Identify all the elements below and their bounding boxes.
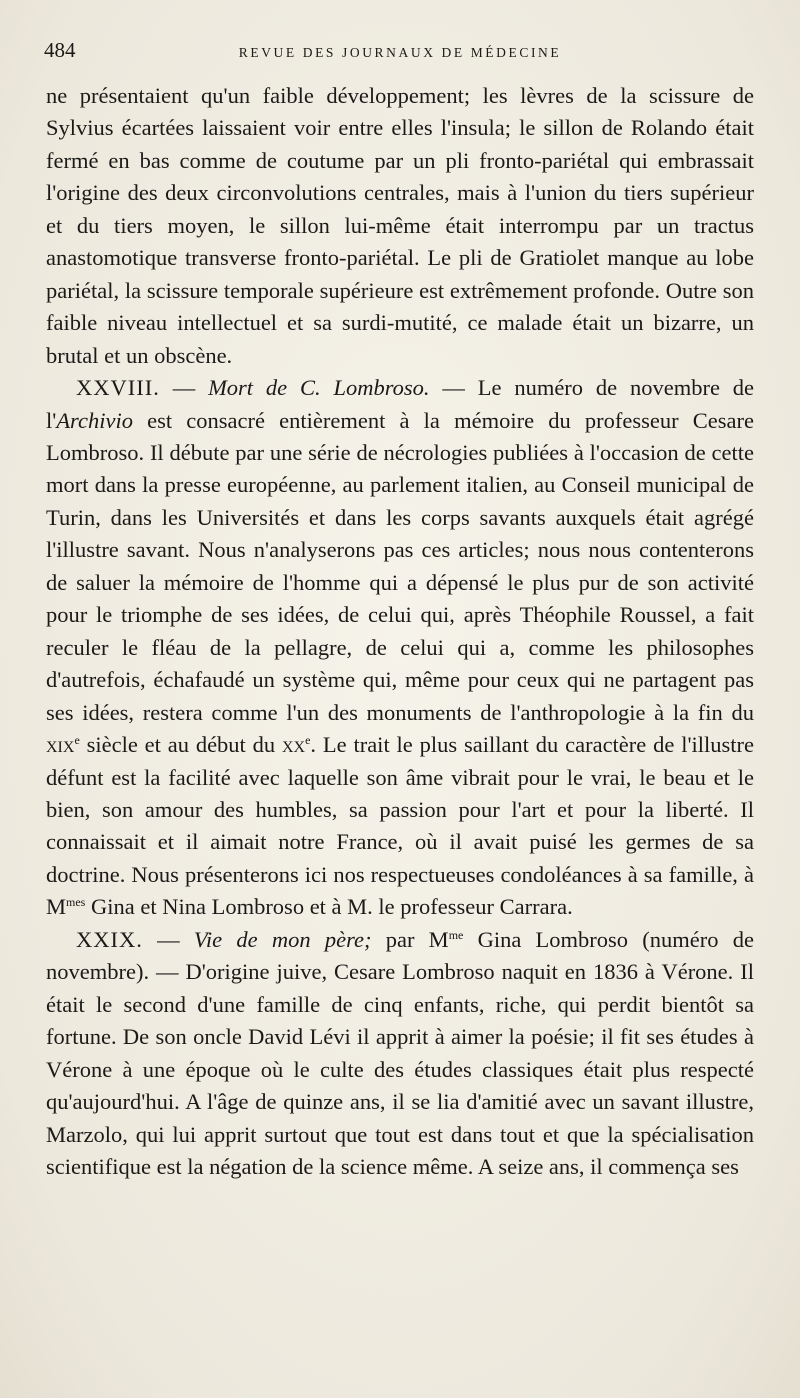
century-numeral: xix <box>46 732 75 758</box>
text-part: Gina et Nina Lombroso et à M. le professeur Carrara. <box>85 894 573 920</box>
section-dash: — <box>142 926 194 952</box>
text-part: Gina Lombroso (numéro de novembre). — D'origine juive, Cesare Lombroso naquit en 1836 à Vérone. Il était le second d'une famille de cinq enfants, riche, qui perdit bientôt sa fortune. De son oncle David Lévi il apprit à aimer la poésie; il fit ses études à Vérone à une époque où le culte des études classiques était plus respecté qu'aujourd'hui. A l'âge de quinze ans, il se lia d'amitié avec un savant illustre, Marzolo, qui lui apprit surtout que tout est dans tout et que la spécialisation scientifique est la négation de la science même. A seize ans, il commença ses <box>46 926 754 1179</box>
text-part: . Le trait le plus saillant du caractère de l'illustre défunt est la facilité avec laquelle son âme vibrait pour le vrai, le beau et le bien, son amour des humbles, sa passion pour l'art et pour la liberté. Il connaissait et il aimait notre France, où il avait puisé les germes de sa doctrine. Nous présenterons ici nos respectueuses condoléances à sa famille, à M <box>46 732 754 920</box>
section-dash: — <box>159 375 209 401</box>
page-number: 484 <box>44 38 76 62</box>
section-title: Vie de mon père; <box>193 926 372 952</box>
text-part: — Le numéro de novembre de l' <box>46 375 755 433</box>
page-header <box>44 38 756 68</box>
article-body <box>46 80 754 1183</box>
text-part: par M <box>371 926 449 952</box>
section-xxix <box>46 924 754 1184</box>
paragraph-continuation: ne présentaient qu'un faible développement; les lèvres de la scissure de Sylvius écartées laissaient voir entre elles l'insula; le sillon de Rolando était fermé en bas comme de coutume par un pli fronto-pariétal qui embrassait l'origine des deux circonvolutions centrales, mais à l'union du tiers supérieur et du tiers moyen, le sillon lui-même était interrompu par un tractus anastomotique transverse fronto-pariétal. Le pli de Gratiolet manque au lobe pariétal, la scissure temporale supérieure est extrêmement profonde. Outre son faible niveau intellectuel et sa surdi-mutité, ce malade était un bizarre, un brutal et un obscène. <box>46 83 754 368</box>
superscript: mes <box>66 895 86 910</box>
superscript: me <box>448 927 464 942</box>
section-number: XXVIII. <box>76 375 160 401</box>
text-part: siècle et au début du <box>79 732 282 758</box>
section-title: Mort de C. Lombroso. <box>208 375 430 401</box>
text-part: est consacré entièrement à la mémoire du professeur Cesare Lombroso. Il débute par une série de nécrologies publiées à l'occasion de cette mort dans la presse européenne, au parlement italien, au Conseil municipal de Turin, dans les Universités et dans les corps savants auxquels était agrégé l'illustre savant. Nous n'analyserons pas ces articles; nous nous contenterons de saluer la mémoire de l'homme qui a dépensé le plus pur de son activité pour le triomphe de ses idées, de celui qui, après Théophile Roussel, a fait reculer le fléau de la pellagre, de celui qui a, comme les philosophes d'autrefois, échafaudé un système qui, même pour ceux qui ne partagent pas ses idées, restera comme l'un des monuments de l'anthropologie à la fin du <box>46 407 754 725</box>
superscript: e <box>74 733 80 748</box>
century-numeral: xx <box>281 732 306 758</box>
section-number: XXIX. <box>76 926 143 952</box>
superscript: e <box>305 733 311 748</box>
journal-name: Archivio <box>56 407 133 433</box>
section-xxviii <box>46 372 754 924</box>
running-head: REVUE DES JOURNAUX DE MÉDECINE <box>238 45 562 60</box>
